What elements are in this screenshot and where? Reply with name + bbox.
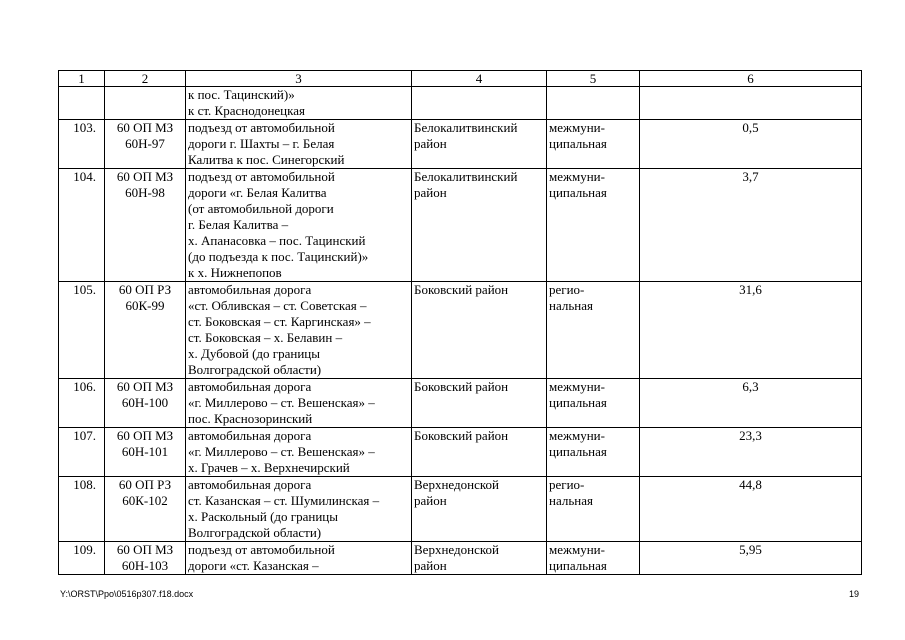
- road-name-cell: автомобильная дорога ст. Казанская – ст. Шумилинская – х. Раскольный (до границы Волгоградской области): [186, 477, 412, 542]
- road-length-cell: 5,95: [640, 542, 862, 575]
- row-number-cell: 103.: [59, 120, 105, 169]
- road-code-cell: [105, 87, 186, 120]
- column-number-5: 5: [547, 71, 640, 87]
- road-type-cell: межмуни- ципальная: [547, 428, 640, 477]
- table-row: [59, 477, 862, 542]
- column-number-6: 6: [640, 71, 862, 87]
- road-type-cell: межмуни- ципальная: [547, 379, 640, 428]
- column-number-2: 2: [105, 71, 186, 87]
- table-row: [59, 282, 862, 379]
- road-name-cell: подъезд от автомобильной дороги г. Шахты – г. Белая Калитва к пос. Синегорский: [186, 120, 412, 169]
- table-row: [59, 379, 862, 428]
- road-code-cell: 60 ОП МЗ 60Н-101: [105, 428, 186, 477]
- road-code-cell: 60 ОП МЗ 60Н-98: [105, 169, 186, 282]
- road-code-cell: 60 ОП МЗ 60Н-103: [105, 542, 186, 575]
- district-cell: Боковский район: [412, 428, 547, 477]
- road-length-cell: [640, 87, 862, 120]
- road-type-cell: межмуни- ципальная: [547, 120, 640, 169]
- district-cell: Белокалитвинский район: [412, 169, 547, 282]
- district-cell: Верхнедонской район: [412, 477, 547, 542]
- road-name-cell: автомобильная дорога «г. Миллерово – ст. Вешенская» – х. Грачев – х. Верхнечирский: [186, 428, 412, 477]
- road-length-cell: 31,6: [640, 282, 862, 379]
- road-code-cell: 60 ОП РЗ 60К-102: [105, 477, 186, 542]
- road-length-cell: 23,3: [640, 428, 862, 477]
- road-type-cell: регио- нальная: [547, 477, 640, 542]
- row-number-cell: 109.: [59, 542, 105, 575]
- row-number-cell: 104.: [59, 169, 105, 282]
- footer-file-path: Y:\ORST\Ppo\0516p307.f18.docx: [60, 589, 194, 599]
- column-number-3: 3: [186, 71, 412, 87]
- district-cell: [412, 87, 547, 120]
- road-name-cell: подъезд от автомобильной дороги «г. Белая Калитва (от автомобильной дороги г. Белая Калитва – х. Апанасовка – пос. Тацинский (до подъезда к пос. Тацинский)» к х. Нижнепопов: [186, 169, 412, 282]
- road-length-cell: 6,3: [640, 379, 862, 428]
- road-length-cell: 3,7: [640, 169, 862, 282]
- column-number-row: [59, 71, 862, 87]
- road-type-cell: [547, 87, 640, 120]
- road-code-cell: 60 ОП РЗ 60К-99: [105, 282, 186, 379]
- road-type-cell: межмуни- ципальная: [547, 542, 640, 575]
- row-number-cell: 107.: [59, 428, 105, 477]
- row-number-cell: 108.: [59, 477, 105, 542]
- road-code-cell: 60 ОП МЗ 60Н-97: [105, 120, 186, 169]
- table-row: [59, 542, 862, 575]
- district-cell: Боковский район: [412, 379, 547, 428]
- row-number-cell: [59, 87, 105, 120]
- road-name-cell: автомобильная дорога «ст. Обливская – ст. Советская – ст. Боковская – ст. Каргинская» – ст. Боковская – х. Белавин – х. Дубовой (до границы Волгоградской области): [186, 282, 412, 379]
- road-name-cell: подъезд от автомобильной дороги «ст. Казанская –: [186, 542, 412, 575]
- road-name-cell: автомобильная дорога «г. Миллерово – ст. Вешенская» – пос. Краснозоринский: [186, 379, 412, 428]
- district-cell: Боковский район: [412, 282, 547, 379]
- road-name-cell: к пос. Тацинский)» к ст. Краснодонецкая: [186, 87, 412, 120]
- road-code-cell: 60 ОП МЗ 60Н-100: [105, 379, 186, 428]
- table-row: [59, 169, 862, 282]
- district-cell: Верхнедонской район: [412, 542, 547, 575]
- table-row: [59, 120, 862, 169]
- footer-page-number: 19: [848, 589, 859, 599]
- road-type-cell: межмуни- ципальная: [547, 169, 640, 282]
- district-cell: Белокалитвинский район: [412, 120, 547, 169]
- road-length-cell: 44,8: [640, 477, 862, 542]
- row-number-cell: 105.: [59, 282, 105, 379]
- row-number-cell: 106.: [59, 379, 105, 428]
- roads-table: [58, 70, 862, 575]
- road-type-cell: регио- нальная: [547, 282, 640, 379]
- table-row: [59, 87, 862, 120]
- table-row: [59, 428, 862, 477]
- column-number-1: 1: [59, 71, 105, 87]
- column-number-4: 4: [412, 71, 547, 87]
- road-length-cell: 0,5: [640, 120, 862, 169]
